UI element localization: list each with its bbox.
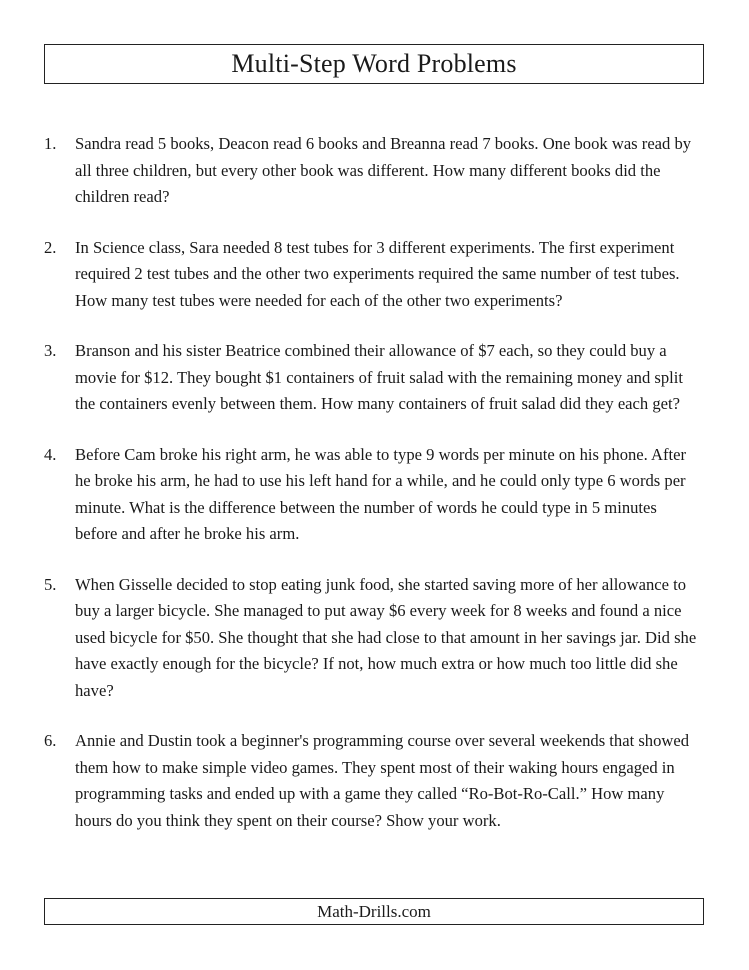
problem-text: Branson and his sister Beatrice combined their allowance of $7 each, so they could buy a movie for $12. They bought $1 containers of fruit salad with the remaining money and split the containers evenly between them. How many containers of fruit salad did they each get? (75, 341, 684, 413)
problem-text: Annie and Dustin took a beginner's programming course over several weekends that showed them how to make simple video games. They spent most of their waking hours engaged in programming tasks and ended up with a game they called “Ro-Bot-Ro-Call.” How many hours do you think they spent on their course? Show your work. (75, 731, 690, 830)
problem-number: 6. (44, 731, 57, 750)
footer-box (44, 898, 704, 925)
problem-number: 3. (44, 341, 57, 360)
problem-item (44, 131, 700, 211)
problem-number: 4. (44, 444, 57, 464)
problem-item (44, 728, 700, 834)
problem-text: Before Cam broke his right arm, he was able to type 9 words per minute on his phone. After he broke his arm, he had to use his left hand for a while, and he could only type 6 words per minute. What is the difference between the number of words he could type in 5 minutes before and after he broke his arm. (75, 444, 687, 543)
problem-text: When Gisselle decided to stop eating junk food, she started saving more of her allowance to buy a larger bicycle. She managed to put away $6 every week for 8 weeks and found a nice used bicycle for $50. She thought that she had close to that amount in her savings jar. Did she have exactly enough for the bicycle? If not, how much extra or how much too little did she have? (75, 574, 697, 700)
page-title: Multi-Step Word Problems (231, 49, 517, 78)
problem-number: 1. (44, 134, 57, 153)
problem-item (44, 235, 700, 315)
problem-item (44, 338, 700, 418)
problem-text: Sandra read 5 books, Deacon read 6 books and Breanna read 7 books. One book was read by all three children, but every other book was different. How many different books did the children read? (75, 134, 692, 206)
problem-text: In Science class, Sara needed 8 test tubes for 3 different experiments. The first experiment required 2 test tubes and the other two experiments required the same number of test tubes. How many test tubes were needed for each of the other two experiments? (75, 237, 680, 310)
problem-item (44, 442, 700, 548)
footer-text: Math-Drills.com (317, 901, 431, 921)
problem-list (44, 131, 700, 858)
problem-number: 5. (44, 574, 57, 594)
problem-item (44, 572, 700, 705)
problem-number: 2. (44, 237, 57, 257)
page-title-box (44, 44, 704, 84)
